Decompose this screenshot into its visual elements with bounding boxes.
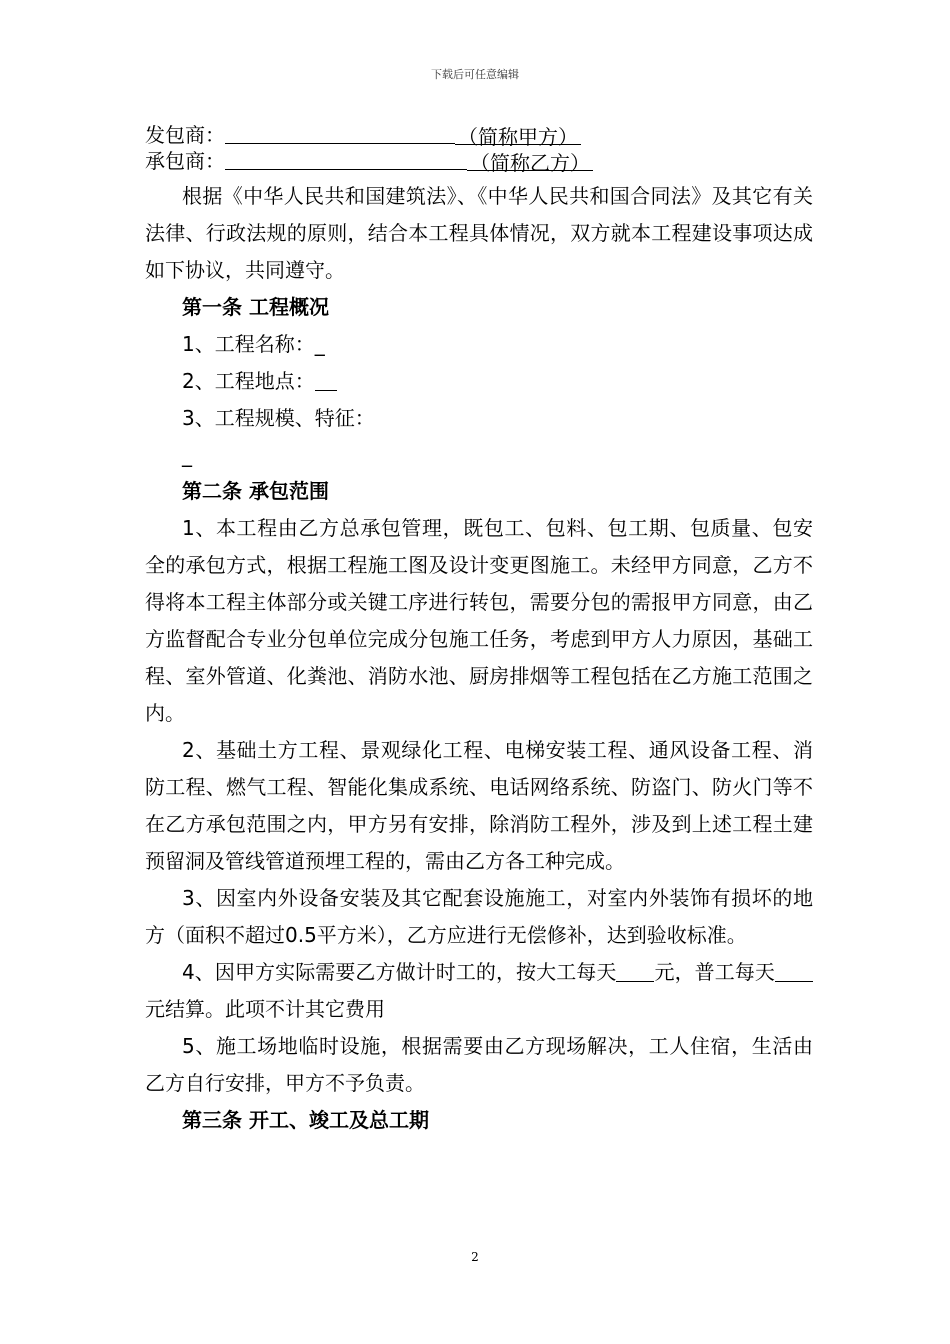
employer-name-blank <box>225 123 455 144</box>
article2-paragraph5: 5、施工场地临时设施，根据需要由乙方现场解决，工人住宿，生活由乙方自行安排，甲方不予负责。 <box>145 1034 813 1095</box>
article2-title: 第二条 承包范围 <box>182 479 329 503</box>
project-location-blank <box>315 370 337 391</box>
contractor-label: 承包商： <box>145 149 225 173</box>
page-header: 下载后可任意编辑 <box>431 68 519 81</box>
document-body <box>145 122 813 1139</box>
contractor-abbr: （简称乙方） <box>467 150 593 171</box>
article1-item3: 3、工程规模、特征： <box>182 406 375 430</box>
employer-abbr: （简称甲方） <box>455 124 581 145</box>
skilled-wage-blank <box>616 961 654 982</box>
article2-paragraph4 <box>145 954 813 1028</box>
employer-line <box>145 122 813 148</box>
article1-item2-label: 2、工程地点： <box>182 369 315 393</box>
page-number: 2 <box>471 1250 479 1264</box>
p4-part-c: 元结算。此项不计其它费用 <box>145 997 385 1021</box>
article3-title: 第三条 开工、竣工及总工期 <box>182 1108 429 1132</box>
contractor-name-blank <box>225 149 467 170</box>
intro-paragraph: 根据《中华人民共和国建筑法》、《中华人民共和国合同法》及其它有关法律、行政法规的原则，结合本工程具体情况，双方就本工程建设事项达成如下协议，共同遵守。 <box>145 184 813 282</box>
article1-item1: 1、工程名称：_ <box>182 332 325 356</box>
article1-item2 <box>145 363 813 400</box>
general-wage-blank <box>775 961 813 982</box>
contractor-line <box>145 148 813 174</box>
article2-paragraph1: 1、本工程由乙方总承包管理，既包工、包料、包工期、包质量、包安全的承包方式，根据工程施工图及设计变更图施工。未经甲方同意，乙方不得将本工程主体部分或关键工序进行转包，需要分包的需报甲方同意，由乙方监督配合专业分包单位完成分包施工任务，考虑到甲方人力原因，基础工程、室外管道、化粪池、消防水池、厨房排烟等工程包括在乙方施工范围之内。 <box>145 516 813 725</box>
article2-paragraph2: 2、基础土方工程、景观绿化工程、电梯安装工程、通风设备工程、消防工程、燃气工程、智能化集成系统、电话网络系统、防盗门、防火门等不在乙方承包范围之内，甲方另有安排，除消防工程外，涉及到上述工程土建预留洞及管线管道预埋工程的，需由乙方各工种完成。 <box>145 738 813 873</box>
article1-item3-blank: _ <box>182 443 192 467</box>
p4-part-a: 4、因甲方实际需要乙方做计时工的，按大工每天 <box>182 960 617 984</box>
article1-title: 第一条 工程概况 <box>182 295 329 319</box>
p4-part-b: 元，普工每天 <box>654 960 775 984</box>
employer-label: 发包商： <box>145 123 225 147</box>
article2-paragraph3: 3、因室内外设备安装及其它配套设施施工，对室内外装饰有损坏的地方（面积不超过0.5平方米），乙方应进行无偿修补，达到验收标准。 <box>145 886 813 947</box>
